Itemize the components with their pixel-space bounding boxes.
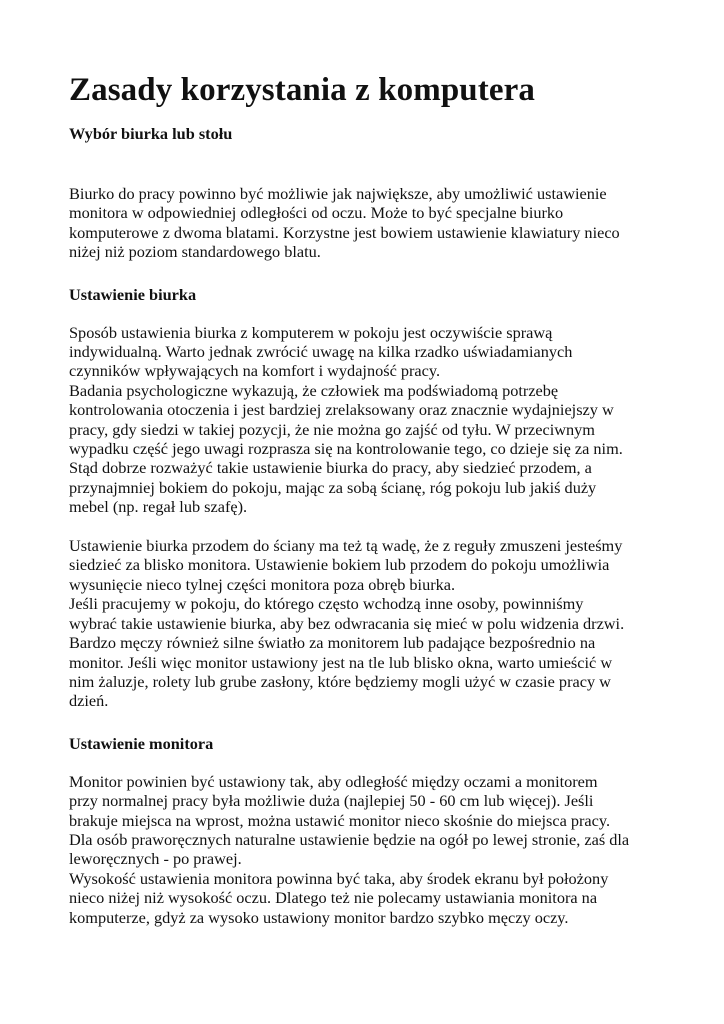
paragraph-monitor-placement: Monitor powinien być ustawiony tak, aby odległość między oczami a monitorem przy normalnej pracy była możliwie duża (najlepiej 50 - 60 cm lub więcej). Jeśli brakuje miejsca na wprost, można ustawić monitor nieco skośnie do miejsca pracy. Dla osób praworęcznych naturalne ustawienie będzie na ogół po lewej stronie, zaś dla leworęcznych - po prawej. Wysokość ustawienia monitora powinna być taka, aby środek ekranu był położony nieco niżej niż wysokość oczu. Dlatego też nie polecamy ustawiania monitora na komputerze, gdyż za wysoko ustawiony monitor bardzo szybko męczy oczy. — [69, 771, 630, 927]
section-heading-desk-placement: Ustawienie biurka — [69, 284, 197, 304]
document-title: Zasady korzystania z komputera — [69, 72, 535, 108]
section-heading-monitor-placement: Ustawienie monitora — [69, 733, 214, 753]
document-page — [69, 70, 659, 927]
paragraph-desk-placement-2: Ustawienie biurka przodem do ściany ma też tą wadę, że z reguły zmuszeni jesteśmy siedzieć za blisko monitora. Ustawienie bokiem lub przodem do pokoju umożliwia wysunięcie nieco tylnej części monitora poza obręb biurka. Jeśli pracujemy w pokoju, do którego często wchodzą inne osoby, powinniśmy wybrać takie ustawienie biurka, aby bez odwracania się mieć w polu widzenia drzwi. Bardzo męczy również silne światło za monitorem lub padające bezpośrednio na monitor. Jeśli więc monitor ustawiony jest na tle lub blisko okna, warto umieścić w nim żaluzje, rolety lub grube zasłony, które będziemy mogli użyć w czasie pracy w dzień. — [69, 536, 625, 711]
section-heading-desk-choice: Wybór biurka lub stołu — [69, 124, 233, 143]
paragraph-desk-choice: Biurko do pracy powinno być możliwie jak największe, aby umożliwić ustawienie monitora w odpowiedniej odległości od oczu. Może to być specjalne biurko komputerowe z dwoma blatami. Korzystne jest bowiem ustawienie klawiatury nieco niżej niż poziom standardowego blatu. — [69, 184, 620, 262]
paragraph-desk-placement-1: Sposób ustawienia biurka z komputerem w pokoju jest oczywiście sprawą indywidualną. Warto jednak zwrócić uwagę na kilka rzadko uświadamianych czynników wpływających na komfort i wydajność pracy. Badania psychologiczne wykazują, że człowiek ma podświadomą potrzebę kontrolowania otoczenia i jest bardziej zrelaksowany oraz znacznie wydajniejszy w pracy, gdy siedzi w takiej pozycji, że nie można go zajść od tyłu. W przeciwnym wypadku część jego uwagi rozprasza się na kontrolowanie tego, co dzieje się za nim. Stąd dobrze rozważyć takie ustawienie biurka do pracy, aby siedzieć przodem, a przynajmniej bokiem do pokoju, mając za sobą ścianę, róg pokoju lub jakiś duży mebel (np. regał lub szafę). — [69, 322, 623, 517]
